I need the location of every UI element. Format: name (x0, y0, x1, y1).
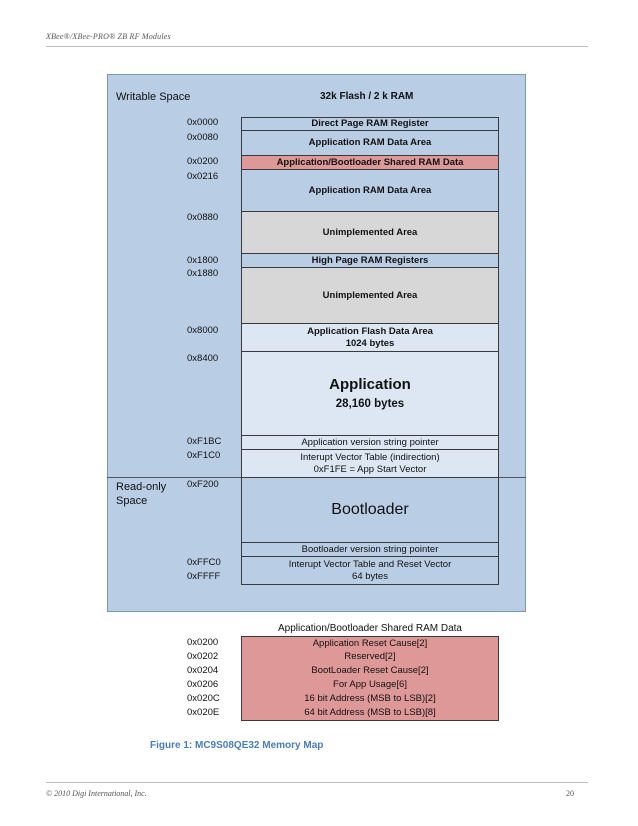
address-label: 0x0216 (187, 171, 219, 182)
table-row: BootLoader Reset Cause[2] (241, 664, 499, 678)
table-address-label: 0x0204 (187, 665, 219, 676)
page-header: XBee®/XBee-PRO® ZB RF Modules (46, 32, 171, 41)
address-label: 0x8000 (187, 325, 219, 336)
table-address-label: 0x0200 (187, 637, 219, 648)
interrupt-vector-block: Interupt Vector Table (indirection) 0xF1FE = App Start Vector (241, 449, 499, 478)
address-label: 0x1880 (187, 268, 219, 279)
unimplemented-block-2: Unimplemented Area (241, 267, 499, 324)
table-row: For App Usage[6] (241, 678, 499, 692)
header-rule (46, 46, 588, 47)
address-label: 0x0200 (187, 156, 219, 167)
shared-ram-block: Application/Bootloader Shared RAM Data (241, 155, 499, 170)
readonly-label-1: Read-only (116, 481, 167, 493)
page-number: 20 (566, 789, 574, 798)
app-ram-block-2: Application RAM Data Area (241, 169, 499, 212)
address-label: 0x0000 (187, 117, 219, 128)
table-address-label: 0x020C (187, 693, 220, 704)
table-row: Reserved[2] (241, 650, 499, 664)
direct-page-ram-block: Direct Page RAM Register (241, 117, 499, 131)
app-version-block: Application version string pointer (241, 435, 499, 450)
table-row: Application Reset Cause[2] (241, 636, 499, 650)
address-label: 0xF200 (187, 479, 219, 490)
boot-version-block: Bootloader version string pointer (241, 542, 499, 557)
footer-copyright: © 2010 Digi International, Inc. (46, 789, 147, 798)
app-ram-block-1: Application RAM Data Area (241, 130, 499, 156)
high-page-ram-block: High Page RAM Registers (241, 253, 499, 268)
writable-space-label: Writable Space (116, 91, 191, 103)
app-flash-block: Application Flash Data Area 1024 bytes (241, 323, 499, 352)
table-address-label: 0x020E (187, 707, 220, 718)
memory-size-label: 32k Flash / 2 k RAM (320, 91, 414, 102)
address-label: 0xF1C0 (187, 450, 221, 461)
table-row: 64 bit Address (MSB to LSB)[8] (241, 706, 499, 721)
table-address-label: 0x0206 (187, 679, 219, 690)
address-label: 0x0080 (187, 132, 219, 143)
table-row: 16 bit Address (MSB to LSB)[2] (241, 692, 499, 706)
address-label: 0xF1BC (187, 436, 222, 447)
address-label: 0x1800 (187, 255, 219, 266)
table-address-label: 0x0202 (187, 651, 219, 662)
address-label: 0xFFC0 (187, 557, 221, 568)
address-label: 0x0880 (187, 212, 219, 223)
unimplemented-block-1: Unimplemented Area (241, 211, 499, 254)
readonly-label-2: Space (116, 495, 148, 507)
shared-table-title: Application/Bootloader Shared RAM Data (278, 623, 462, 634)
bootloader-block: Bootloader (241, 477, 499, 543)
figure-caption: Figure 1: MC9S08QE32 Memory Map (150, 740, 324, 751)
boot-vector-block: Interupt Vector Table and Reset Vector 64 bytes (241, 556, 499, 585)
address-label: 0x8400 (187, 353, 219, 364)
footer-rule (46, 782, 588, 783)
address-label: 0xFFFF (187, 571, 221, 582)
application-block: Application 28,160 bytes (241, 351, 499, 436)
